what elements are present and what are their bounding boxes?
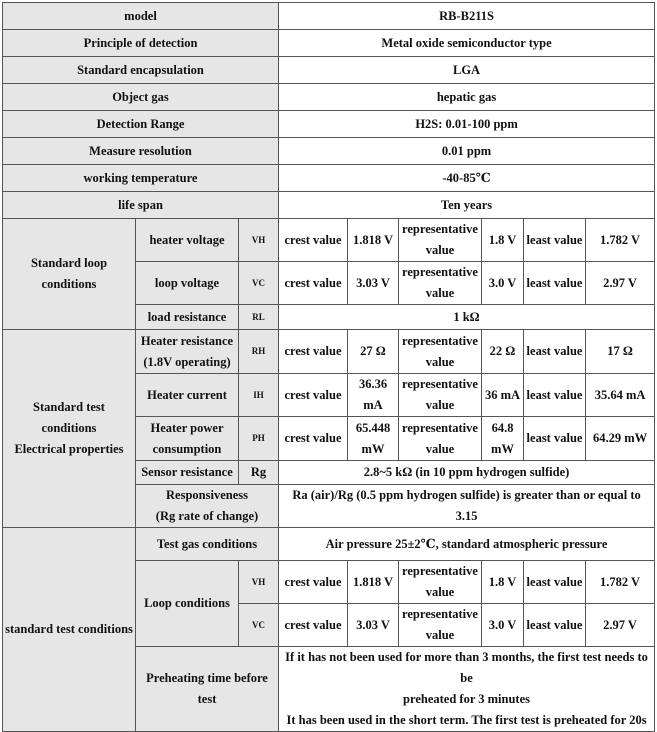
load-resistance-label: load resistance (136, 305, 239, 330)
working-temperature-value: -40-85℃ (279, 165, 655, 192)
heater-power-line2: consumption (152, 441, 222, 456)
representative-value: 3.0 V (482, 604, 524, 647)
responsiveness-line1: Responsiveness (166, 488, 248, 502)
loop-section-label: Standard loop conditions (3, 219, 136, 330)
crest-label: crest value (279, 604, 348, 647)
test-gas-value: Air pressure 25±2℃, standard atmospheric pressure (279, 528, 655, 561)
table-row (3, 165, 655, 192)
heater-resistance-line2: (1.8V operating) (143, 354, 231, 369)
resolution-label: Measure resolution (3, 138, 279, 165)
preheating-line3: It has been used in the short term. The first test is preheated for 20s (286, 713, 647, 727)
least-label: least value (524, 561, 586, 604)
working-temperature-label: working temperature (3, 165, 279, 192)
sensor-resistance-label: Sensor resistance (136, 461, 239, 485)
crest-label: crest value (279, 330, 348, 374)
representative-value: 36 mA (482, 374, 524, 417)
representative-label: representative value (399, 561, 482, 604)
detection-range-label: Detection Range (3, 111, 279, 138)
least-label: least value (524, 219, 586, 262)
electrical-section-line2: Electrical properties (14, 442, 124, 456)
least-value: 17 Ω (586, 330, 655, 374)
crest-value: 36.36 mA (348, 374, 399, 417)
least-value: 1.782 V (586, 219, 655, 262)
least-label: least value (524, 417, 586, 461)
crest-value: 3.03 V (348, 262, 399, 305)
crest-value: 27 Ω (348, 330, 399, 374)
heater-power-line1: Heater power (150, 420, 224, 435)
crest-value: 1.818 V (348, 219, 399, 262)
electrical-section-line1: Standard test conditions (33, 400, 105, 435)
representative-label: representative value (399, 219, 482, 262)
vh-symbol: VH (239, 219, 279, 262)
least-value: 2.97 V (586, 604, 655, 647)
crest-label: crest value (279, 417, 348, 461)
principle-value: Metal oxide semiconductor type (279, 30, 655, 57)
encapsulation-label: Standard encapsulation (3, 57, 279, 84)
least-value: 35.64 mA (586, 374, 655, 417)
model-label: model (3, 3, 279, 30)
table-row (3, 138, 655, 165)
heater-resistance-line1: Heater resistance (140, 333, 234, 348)
table-row (3, 57, 655, 84)
ph-symbol: PH (239, 417, 279, 461)
object-gas-label: Object gas (3, 84, 279, 111)
least-label: least value (524, 374, 586, 417)
table-row (3, 528, 655, 561)
life-span-value: Ten years (279, 192, 655, 219)
responsiveness-line2: (Rg rate of change) (155, 509, 259, 523)
vh-symbol: VH (239, 561, 279, 604)
table-row (3, 84, 655, 111)
representative-label: representative value (399, 417, 482, 461)
heater-voltage-label: heater voltage (136, 219, 239, 262)
vc-symbol: VC (239, 262, 279, 305)
table-row (3, 111, 655, 138)
sensor-spec-table (2, 2, 655, 732)
loop-conditions-label: Loop conditions (136, 561, 239, 647)
least-value: 2.97 V (586, 262, 655, 305)
crest-value: 3.03 V (348, 604, 399, 647)
preheating-label: Preheating time before test (136, 647, 279, 732)
model-value: RB-B211S (279, 3, 655, 30)
representative-value: 22 Ω (482, 330, 524, 374)
table-row (3, 30, 655, 57)
crest-label: crest value (279, 262, 348, 305)
representative-label: representative value (399, 604, 482, 647)
crest-label: crest value (279, 561, 348, 604)
representative-value: 1.8 V (482, 561, 524, 604)
test-gas-label: Test gas conditions (136, 528, 279, 561)
least-label: least value (524, 330, 586, 374)
responsiveness-label (136, 485, 279, 528)
rl-symbol: RL (239, 305, 279, 330)
representative-label: representative value (399, 330, 482, 374)
object-gas-value: hepatic gas (279, 84, 655, 111)
least-value: 64.29 mW (586, 417, 655, 461)
least-value: 1.782 V (586, 561, 655, 604)
resolution-value: 0.01 ppm (279, 138, 655, 165)
representative-label: representative value (399, 374, 482, 417)
responsiveness-value: Ra (air)/Rg (0.5 ppm hydrogen sulfide) is greater than or equal to 3.15 (279, 485, 655, 528)
heater-resistance-label (136, 330, 239, 374)
rh-symbol: RH (239, 330, 279, 374)
table-row (3, 192, 655, 219)
detection-range-value: H2S: 0.01-100 ppm (279, 111, 655, 138)
representative-value: 3.0 V (482, 262, 524, 305)
principle-label: Principle of detection (3, 30, 279, 57)
crest-value: 65.448 mW (348, 417, 399, 461)
loop-voltage-label: loop voltage (136, 262, 239, 305)
encapsulation-value: LGA (279, 57, 655, 84)
representative-value: 64.8 mW (482, 417, 524, 461)
preheating-line1: If it has not been used for more than 3 months, the first test needs to be (285, 650, 648, 685)
crest-label: crest value (279, 219, 348, 262)
rg-symbol: Rg (239, 461, 279, 485)
vc-symbol: VC (239, 604, 279, 647)
representative-value: 1.8 V (482, 219, 524, 262)
heater-current-label: Heater current (136, 374, 239, 417)
test-section-label: standard test conditions (3, 528, 136, 732)
least-label: least value (524, 262, 586, 305)
crest-value: 1.818 V (348, 561, 399, 604)
sensor-resistance-value: 2.8~5 kΩ (in 10 ppm hydrogen sulfide) (279, 461, 655, 485)
table-row (3, 3, 655, 30)
representative-label: representative value (399, 262, 482, 305)
life-span-label: life span (3, 192, 279, 219)
crest-label: crest value (279, 374, 348, 417)
ih-symbol: IH (239, 374, 279, 417)
load-resistance-value: 1 kΩ (279, 305, 655, 330)
heater-power-label (136, 417, 239, 461)
least-label: least value (524, 604, 586, 647)
table-row (3, 219, 655, 262)
preheating-value (279, 647, 655, 732)
preheating-line2: preheated for 3 minutes (403, 692, 531, 706)
electrical-section-label (3, 330, 136, 528)
table-row (3, 330, 655, 374)
